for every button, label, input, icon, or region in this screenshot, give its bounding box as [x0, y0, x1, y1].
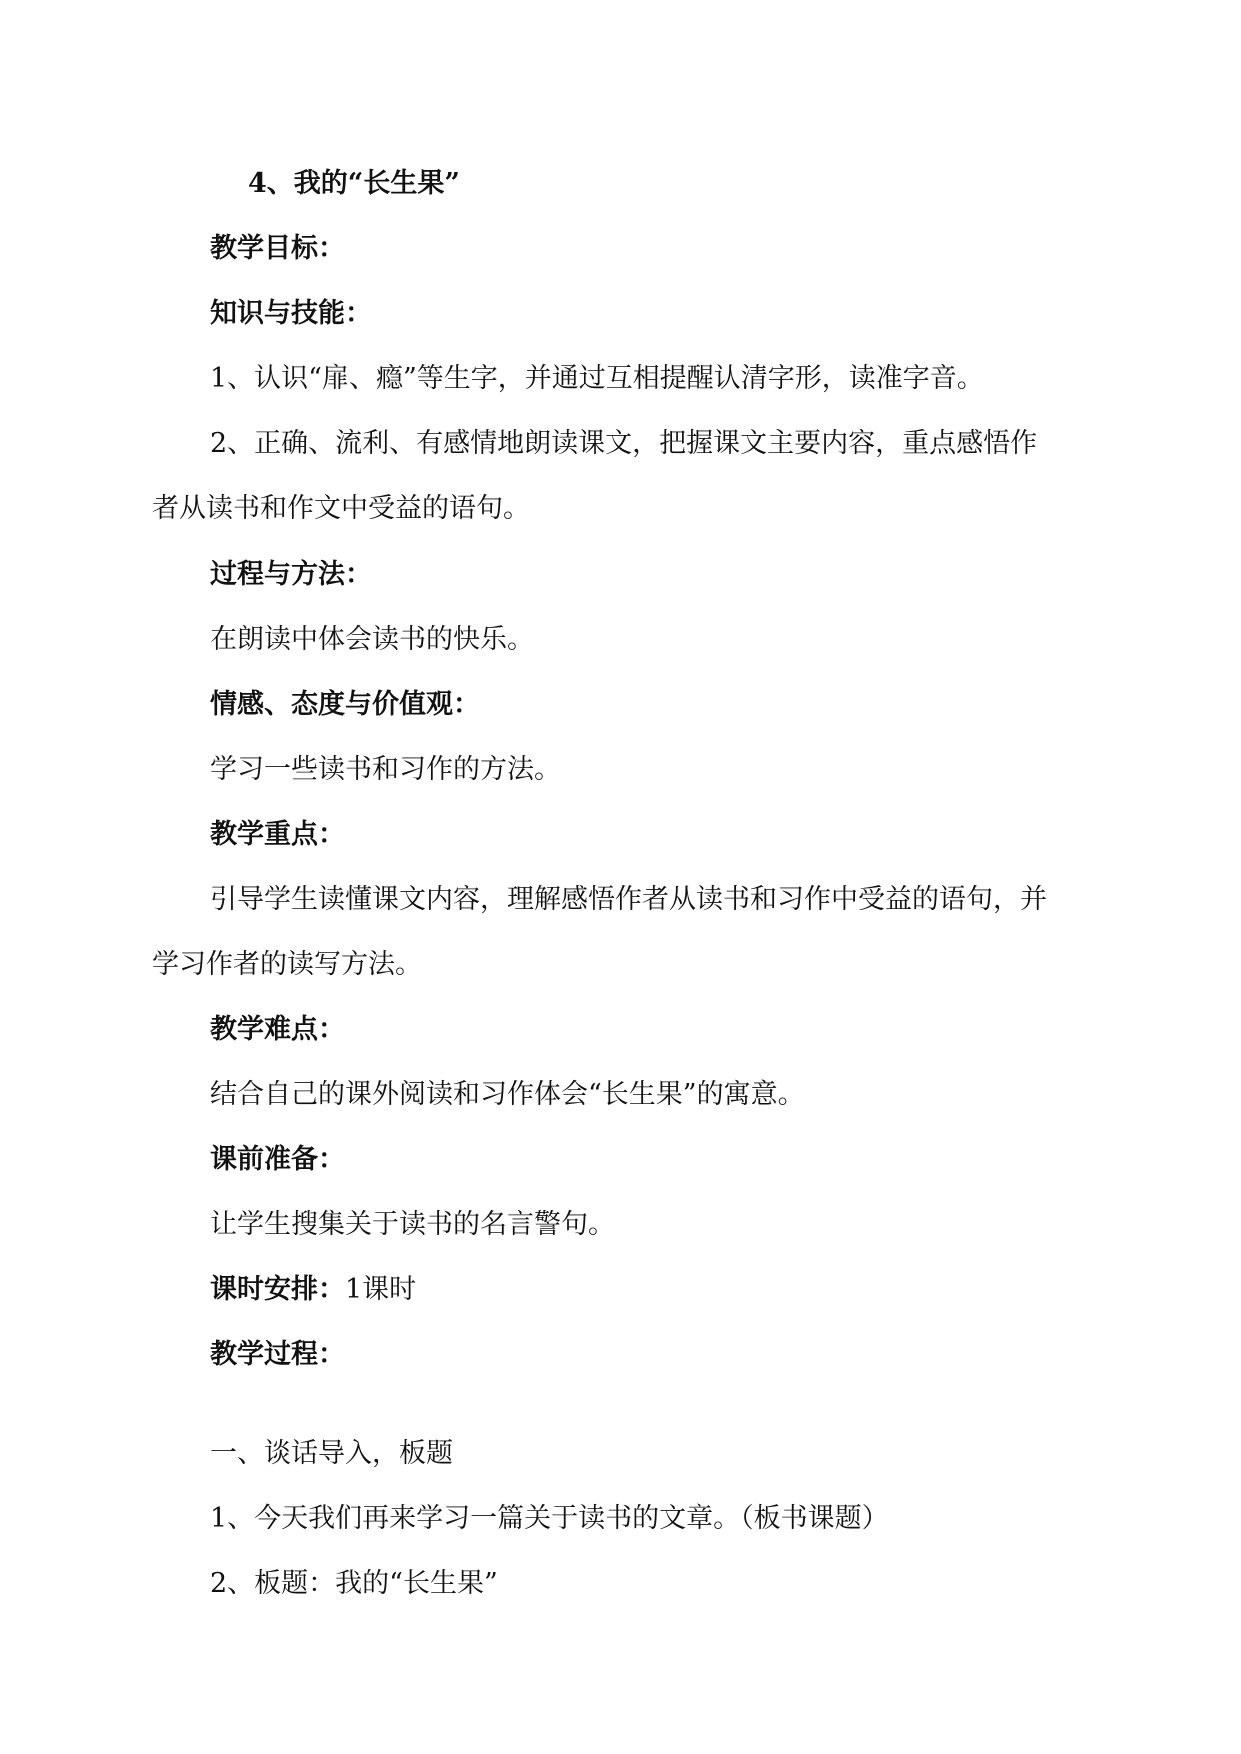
process-heading: 过程与方法：: [210, 559, 372, 590]
knowledge-item-2-line2: 者从读书和作文中受益的语句。: [152, 493, 530, 524]
difficulty-heading: 教学难点：: [210, 1014, 345, 1045]
prep-heading: 课前准备：: [210, 1144, 345, 1175]
knowledge-item-2-line1: 2、正确、流利、有感情地朗读课文，把握课文主要内容，重点感悟作: [210, 428, 1038, 459]
objectives-heading: 教学目标：: [210, 233, 345, 264]
key-text-line2: 学习作者的读写方法。: [152, 949, 422, 980]
schedule-line: [210, 1273, 416, 1307]
schedule-label: 课时安排：: [210, 1274, 345, 1305]
step1-heading: 一、谈话导入，板题: [210, 1438, 453, 1469]
knowledge-item-1: 1、认识“扉、瘾”等生字，并通过互相提醒认清字形，读准字音。: [210, 363, 984, 394]
key-heading: 教学重点：: [210, 819, 345, 850]
key-text-line1: 引导学生读懂课文内容，理解感悟作者从读书和习作中受益的语句，并: [210, 884, 1047, 915]
knowledge-heading: 知识与技能：: [210, 298, 372, 329]
emotion-text: 学习一些读书和习作的方法。: [210, 754, 561, 785]
schedule-value: 1课时: [345, 1274, 417, 1305]
emotion-heading: 情感、态度与价值观：: [210, 689, 480, 720]
process-text: 在朗读中体会读书的快乐。: [210, 624, 534, 655]
prep-text: 让学生搜集关于读书的名言警句。: [210, 1209, 615, 1240]
document-title: 4、我的“长生果”: [248, 168, 460, 199]
step1-item-2: 2、板题：我的“长生果”: [210, 1568, 498, 1599]
step1-item-1: 1、今天我们再来学习一篇关于读书的文章。（板书课题）: [210, 1503, 889, 1534]
procedure-heading: 教学过程：: [210, 1339, 345, 1370]
difficulty-text: 结合自己的课外阅读和习作体会“长生果”的寓意。: [210, 1079, 805, 1110]
